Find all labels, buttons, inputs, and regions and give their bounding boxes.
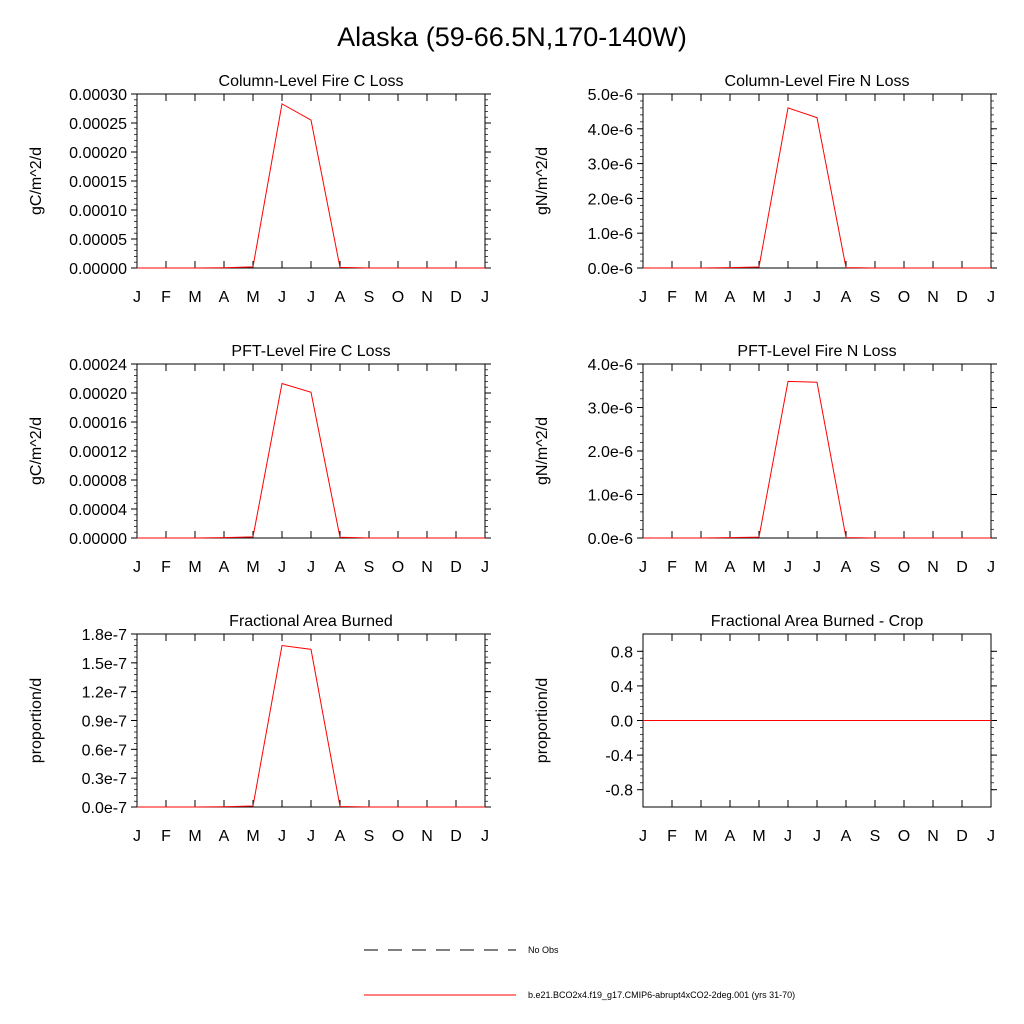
chart-6-ylabel: proportion/d — [534, 677, 551, 764]
chart-5-xtick-label: J — [307, 828, 315, 845]
chart-6-xtick-label: F — [667, 828, 677, 845]
chart-1-xtick-label: F — [161, 289, 171, 306]
chart-5-xtick-label: A — [218, 828, 230, 845]
chart-6-xtick-label: J — [784, 828, 792, 845]
chart-3-xtick-label: D — [450, 559, 462, 576]
chart-2-xtick-label: S — [869, 289, 881, 306]
chart-6-ytick-label: 0.4 — [610, 678, 633, 696]
chart-3-frame — [137, 364, 485, 538]
chart-4-xtick-label: M — [694, 559, 708, 576]
chart-5-xtick-label: J — [481, 828, 489, 845]
chart-3-ytick-label: 0.00024 — [69, 357, 127, 374]
chart-3-title: PFT-Level Fire C Loss — [231, 343, 391, 360]
chart-1-title: Column-Level Fire C Loss — [218, 73, 404, 90]
chart-3-xtick-label: O — [391, 559, 405, 576]
chart-5-xtick-label: D — [450, 828, 462, 845]
legend-label-no-obs: No Obs — [528, 945, 559, 955]
chart-1-xtick-label: J — [133, 289, 141, 306]
chart-3-xtick-label: A — [334, 559, 346, 576]
chart-6-xtick-label: M — [694, 828, 708, 845]
chart-6-xtick-label: D — [956, 828, 968, 845]
chart-1-xtick-label: J — [278, 289, 286, 306]
chart-2-xtick-label: F — [667, 289, 677, 306]
chart-2-xtick-label: M — [694, 289, 708, 306]
chart-1-ytick-label: 0.00025 — [69, 116, 127, 133]
chart-3-ytick-label: 0.00008 — [69, 473, 127, 490]
chart-2-ytick-label: 5.0e-6 — [587, 87, 633, 104]
chart-5-xtick-label: M — [188, 828, 202, 845]
chart-4-xtick-label: J — [813, 559, 821, 576]
chart-1-xtick-label: A — [218, 289, 230, 306]
chart-2-xtick-label: J — [813, 289, 821, 306]
chart-5-xtick-label: F — [161, 828, 171, 845]
chart-3-xtick-label: F — [161, 559, 171, 576]
chart-4-xtick-label: J — [784, 559, 792, 576]
chart-6-title: Fractional Area Burned - Crop — [710, 613, 924, 630]
chart-1-xtick-label: O — [391, 289, 405, 306]
chart-2-xtick-label: A — [840, 289, 852, 306]
chart-1-ytick-label: 0.00030 — [69, 87, 127, 104]
chart-6-xtick-label: A — [724, 828, 736, 845]
chart-3-xtick-label: J — [481, 559, 489, 576]
chart-6-xtick-label: S — [869, 828, 881, 845]
chart-2-ytick-label: 1.0e-6 — [587, 226, 633, 244]
chart-1-xtick-label: N — [421, 289, 433, 306]
chart-5-ytick-label: 0.6e-7 — [81, 742, 127, 760]
chart-5-xtick-label: J — [133, 828, 141, 845]
chart-3-xtick-label: J — [133, 559, 141, 576]
chart-2-xtick-label: J — [784, 289, 792, 306]
chart-3-ytick-label: 0.00020 — [69, 386, 127, 403]
chart-3-xtick-label: N — [421, 559, 433, 576]
chart-4-ytick-label: 1.0e-6 — [587, 487, 633, 505]
chart-4-ytick-label: 0.0e-6 — [587, 531, 633, 548]
chart-4-xtick-label: A — [840, 559, 852, 576]
chart-3-xtick-label: M — [246, 559, 260, 576]
chart-6-xtick-label: A — [840, 828, 852, 845]
chart-5-xtick-label: S — [363, 828, 375, 845]
chart-6-xtick-label: N — [927, 828, 939, 845]
chart-2-xtick-label: J — [987, 289, 995, 306]
chart-1-ytick-label: 0.00020 — [69, 145, 127, 162]
chart-3-ytick-label: 0.00000 — [69, 531, 127, 548]
chart-2-ytick-label: 2.0e-6 — [587, 191, 633, 209]
chart-4-ytick-label: 2.0e-6 — [587, 444, 633, 461]
chart-6-xtick-label: J — [813, 828, 821, 845]
chart-5-xtick-label: J — [278, 828, 286, 845]
chart-1-ytick-label: 0.00015 — [69, 174, 127, 191]
chart-1-series-line — [137, 104, 485, 268]
chart-4-xtick-label: D — [956, 559, 968, 576]
chart-1-xtick-label: M — [246, 289, 260, 306]
chart-4-ylabel: gN/m^2/d — [534, 417, 551, 485]
chart-4-xtick-label: S — [869, 559, 881, 576]
chart-2-xtick-label: M — [752, 289, 766, 306]
chart-2-xtick-label: A — [724, 289, 736, 306]
chart-3-ytick-label: 0.00016 — [69, 415, 127, 432]
chart-1-xtick-label: M — [188, 289, 202, 306]
chart-5-xtick-label: O — [391, 828, 405, 845]
chart-2-ytick-label: 0.0e-6 — [587, 261, 633, 278]
chart-5-ytick-label: 0.0e-7 — [81, 800, 127, 817]
chart-4-xtick-label: M — [752, 559, 766, 576]
chart-6-ytick-label: 0.0 — [610, 713, 633, 731]
chart-2-title: Column-Level Fire N Loss — [724, 73, 910, 90]
chart-4-series-line — [643, 381, 991, 538]
chart-4-ytick-label: 3.0e-6 — [587, 400, 633, 418]
chart-1-ytick-label: 0.00005 — [69, 232, 127, 249]
chart-1-xtick-label: S — [363, 289, 375, 306]
chart-4-xtick-label: N — [927, 559, 939, 576]
page-title: Alaska (59-66.5N,170-140W) — [337, 22, 687, 52]
chart-3-xtick-label: J — [307, 559, 315, 576]
chart-3-ylabel: gC/m^2/d — [28, 417, 45, 485]
chart-5-xtick-label: A — [334, 828, 346, 845]
chart-6-xtick-label: M — [752, 828, 766, 845]
chart-3-xtick-label: A — [218, 559, 230, 576]
chart-4-ytick-label: 4.0e-6 — [587, 357, 633, 374]
chart-6-xtick-label: J — [987, 828, 995, 845]
chart-6-xtick-label: J — [639, 828, 647, 845]
legend-label-model: b.e21.BCO2x4.f19_g17.CMIP6-abrupt4xCO2-2deg.001 (yrs 31-70) — [528, 990, 796, 1000]
chart-3-xtick-label: M — [188, 559, 202, 576]
chart-3-xtick-label: J — [278, 559, 286, 576]
chart-5-ylabel: proportion/d — [28, 677, 45, 764]
chart-5-ytick-label: 1.8e-7 — [81, 627, 127, 644]
chart-4-xtick-label: J — [639, 559, 647, 576]
chart-6-ytick-label: -0.8 — [605, 782, 633, 800]
chart-5-series-line — [137, 646, 485, 807]
chart-2-ylabel: gN/m^2/d — [534, 147, 551, 215]
chart-4-xtick-label: O — [897, 559, 911, 576]
chart-5-frame — [137, 634, 485, 807]
chart-3-xtick-label: S — [363, 559, 375, 576]
chart-3-series-line — [137, 384, 485, 538]
chart-2-series-line — [643, 108, 991, 268]
chart-2-xtick-label: N — [927, 289, 939, 306]
chart-4-xtick-label: J — [987, 559, 995, 576]
chart-1-ytick-label: 0.00000 — [69, 261, 127, 278]
chart-4-xtick-label: A — [724, 559, 736, 576]
chart-1-ylabel: gC/m^2/d — [28, 147, 45, 215]
chart-5-ytick-label: 0.3e-7 — [81, 771, 127, 789]
chart-6-xtick-label: O — [897, 828, 911, 845]
chart-1-xtick-label: J — [481, 289, 489, 306]
chart-1-xtick-label: A — [334, 289, 346, 306]
chart-2-xtick-label: D — [956, 289, 968, 306]
chart-2-ytick-label: 4.0e-6 — [587, 121, 633, 139]
chart-2-xtick-label: J — [639, 289, 647, 306]
chart-5-xtick-label: N — [421, 828, 433, 845]
chart-2-xtick-label: O — [897, 289, 911, 306]
chart-2-ytick-label: 3.0e-6 — [587, 156, 633, 174]
chart-6-ytick-label: -0.4 — [605, 748, 633, 766]
chart-5-ytick-label: 1.2e-7 — [81, 684, 127, 702]
chart-6-ytick-label: 0.8 — [610, 644, 633, 662]
chart-1-ytick-label: 0.00010 — [69, 203, 127, 220]
chart-1-xtick-label: J — [307, 289, 315, 306]
chart-5-ytick-label: 1.5e-7 — [81, 655, 127, 673]
chart-5-title: Fractional Area Burned — [229, 613, 393, 630]
chart-1-xtick-label: D — [450, 289, 462, 306]
chart-5-xtick-label: M — [246, 828, 260, 845]
chart-5-ytick-label: 0.9e-7 — [81, 713, 127, 731]
chart-4-frame — [643, 364, 991, 538]
chart-4-xtick-label: F — [667, 559, 677, 576]
chart-3-ytick-label: 0.00012 — [69, 444, 127, 461]
chart-4-title: PFT-Level Fire N Loss — [737, 343, 897, 360]
chart-3-ytick-label: 0.00004 — [69, 502, 127, 519]
